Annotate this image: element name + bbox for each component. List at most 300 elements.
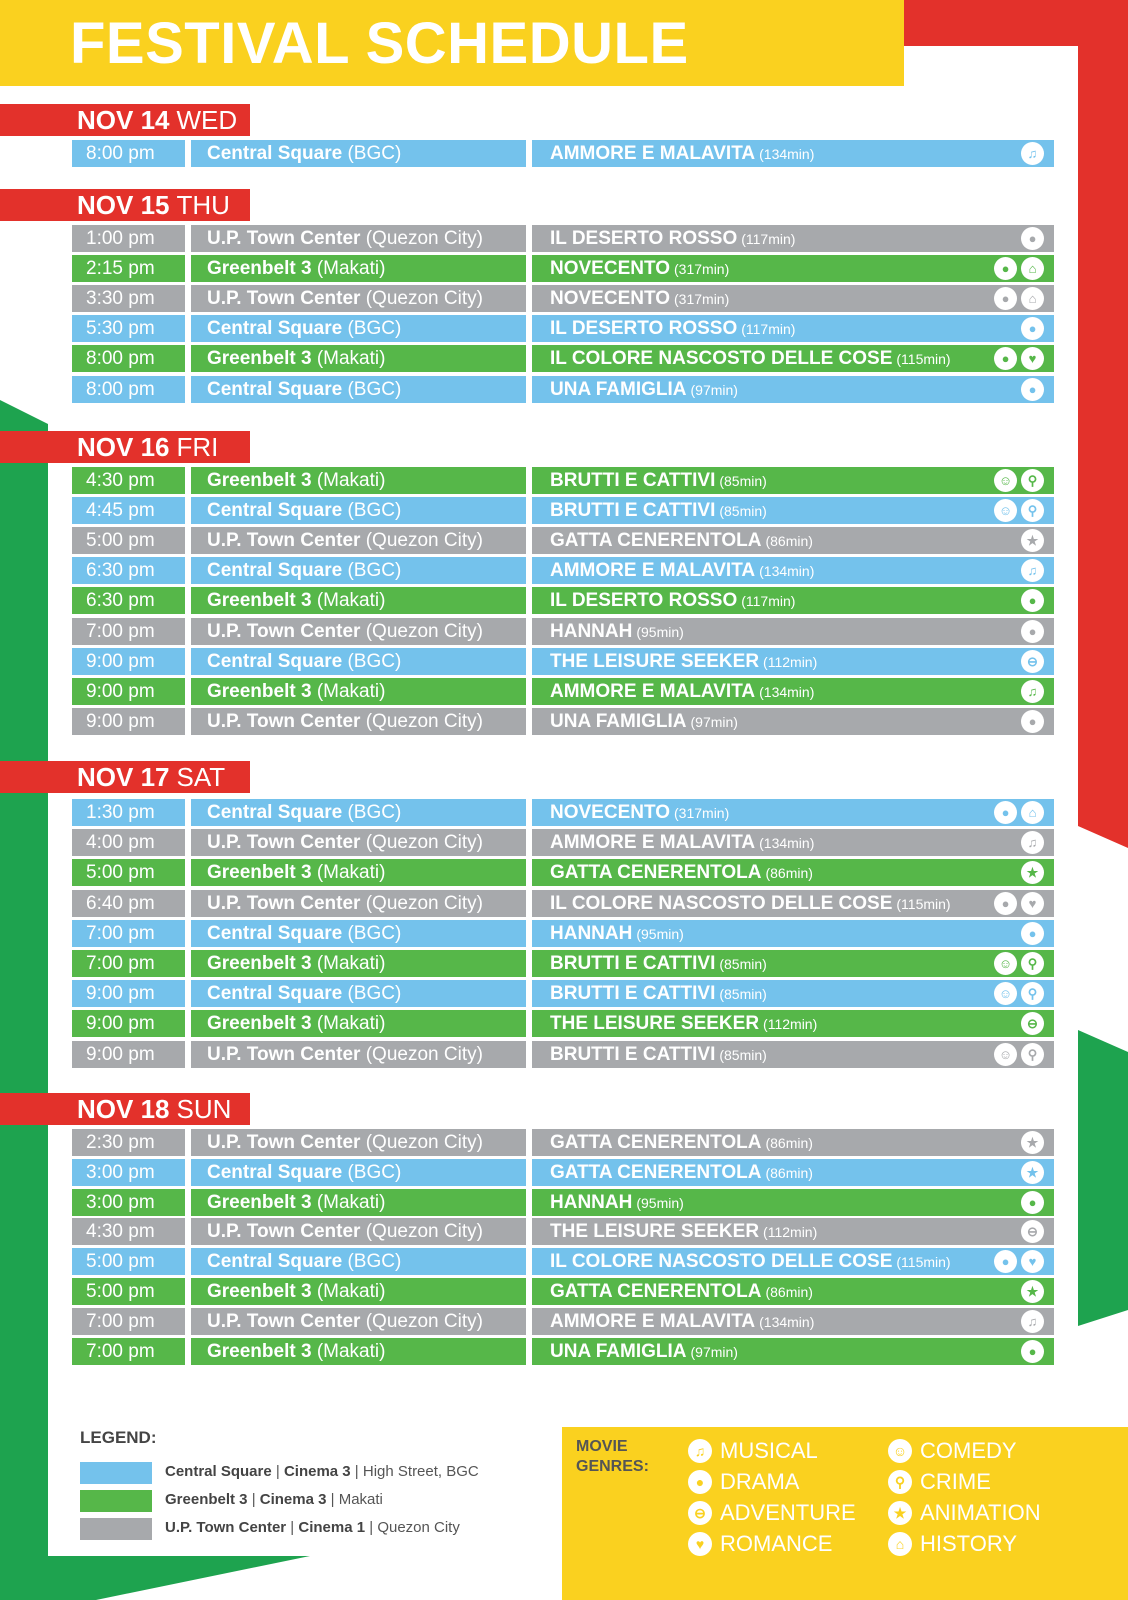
venue-name: U.P. Town Center [207,893,361,914]
genre-icons [1021,1310,1044,1333]
legend-location: High Street, BGC [362,1463,479,1480]
venue-location: (BGC) [347,500,402,521]
screening-venue [191,950,526,977]
screening-venue [191,1278,526,1305]
screening-venue [191,1010,526,1037]
legend-separator: | [365,1519,378,1536]
genre-label: HISTORY [920,1531,1017,1556]
screening-film [532,1308,1054,1335]
day-weekday: WED [176,105,238,135]
music-note-icon: ♫ [688,1439,712,1463]
smiley-icon: ☺ [994,952,1017,975]
genre-icons [1021,861,1044,884]
screening-film [532,1041,1054,1068]
venue-location: (BGC) [347,1251,402,1272]
drop-icon: ● [1021,1340,1044,1363]
screening-film [532,799,1054,826]
film-title: UNA FAMIGLIA [550,379,687,400]
venue-location: (Quezon City) [365,1044,483,1065]
screening-film [532,527,1054,554]
screening-time: 5:00 pm [72,859,185,886]
screening-venue [191,1189,526,1216]
venue-location: (Makati) [316,1341,386,1362]
film-duration: (85min) [719,503,767,519]
genre-label: DRAMA [720,1469,800,1494]
page-title: FESTIVAL SCHEDULE [70,11,689,76]
music-note-icon: ♫ [1021,680,1044,703]
screening-film [532,557,1054,584]
day-date: NOV 14 [77,105,170,135]
music-note-icon: ♫ [1021,142,1044,165]
screening-row[interactable] [72,708,1054,735]
screening-time: 8:00 pm [72,140,185,167]
screening-film [532,587,1054,614]
venue-location: (Quezon City) [365,228,483,249]
drop-icon: ● [1021,922,1044,945]
film-title: AMMORE E MALAVITA [550,143,756,164]
day-weekday: SUN [176,1094,232,1124]
venue-name: Greenbelt 3 [207,590,312,611]
genre-icons [994,469,1044,492]
screening-row[interactable] [72,799,1054,826]
film-duration: (112min) [763,1224,818,1240]
legend-text [165,1491,383,1508]
venue-name: U.P. Town Center [207,1132,361,1153]
venue-name: Greenbelt 3 [207,953,312,974]
magnifier-icon: ⚲ [888,1470,912,1494]
venue-location: (BGC) [347,923,402,944]
film-duration: (317min) [674,291,730,307]
genre-label: CRIME [920,1469,991,1494]
genre-icons [1021,559,1044,582]
screening-row[interactable] [72,140,1054,167]
venue-location: (Makati) [316,470,386,491]
film-duration: (115min) [896,351,951,367]
screening-time: 9:00 pm [72,648,185,675]
film-title: GATTA CENERENTOLA [550,1132,762,1153]
drop-icon: ● [1021,1191,1044,1214]
film-duration: (97min) [690,714,738,730]
screening-row[interactable] [72,497,1054,524]
magnifier-icon: ⚲ [1021,499,1044,522]
venue-name: Greenbelt 3 [207,1281,312,1302]
day-date: NOV 15 [77,190,170,220]
screening-row[interactable] [72,920,1054,947]
compass-icon: ⊖ [1021,1220,1044,1243]
museum-icon: ⌂ [1021,257,1044,280]
screening-film [532,980,1054,1007]
screening-time: 2:15 pm [72,255,185,282]
film-duration: (85min) [719,1047,767,1063]
screening-film [532,829,1054,856]
day-weekday: FRI [176,432,219,462]
legend-separator: | [326,1491,339,1508]
genre-icons [1021,1131,1044,1154]
venue-location: (Quezon City) [365,893,483,914]
screening-row[interactable] [72,1159,1054,1186]
screening-venue [191,315,526,342]
legend-title: LEGEND: [80,1428,157,1447]
screening-row[interactable] [72,1248,1054,1275]
genre-icons [1021,227,1044,250]
screening-row[interactable] [72,1338,1054,1365]
screening-time: 7:00 pm [72,1338,185,1365]
drop-icon: ● [994,892,1017,915]
magnifier-icon: ⚲ [1021,469,1044,492]
venue-location: (Makati) [316,258,386,279]
day-weekday: SAT [176,762,226,792]
genre-icons [994,499,1044,522]
screening-film [532,1248,1054,1275]
venue-location: (BGC) [347,318,402,339]
legend-separator: | [271,1463,284,1480]
screening-row[interactable] [72,1218,1054,1245]
screening-row[interactable] [72,376,1054,403]
screening-row[interactable] [72,859,1054,886]
venue-location: (Quezon City) [365,1221,483,1242]
venue-name: U.P. Town Center [207,1044,361,1065]
star-icon: ★ [1021,1280,1044,1303]
legend-text [165,1519,460,1536]
screening-venue [191,285,526,312]
screening-time: 9:00 pm [72,980,185,1007]
drop-icon: ● [1021,620,1044,643]
film-title: AMMORE E MALAVITA [550,681,756,702]
film-duration: (117min) [741,593,796,609]
legend-location: Quezon City [377,1519,460,1536]
film-title: IL DESERTO ROSSO [550,318,738,339]
screening-row[interactable] [72,557,1054,584]
screening-row[interactable] [72,527,1054,554]
venue-location: (Quezon City) [365,1311,483,1332]
legend-item [80,1518,550,1540]
venue-location: (BGC) [347,560,402,581]
film-title: NOVECENTO [550,258,671,279]
smiley-icon: ☺ [994,1043,1017,1066]
screening-venue [191,255,526,282]
screening-row[interactable] [72,285,1054,312]
heart-icon: ♥ [1021,892,1044,915]
screening-row[interactable] [72,1010,1054,1037]
genre-icons [1021,710,1044,733]
heart-icon: ♥ [1021,1250,1044,1273]
film-title: HANNAH [550,923,633,944]
venue-location: (Makati) [316,1013,386,1034]
screening-time: 5:00 pm [72,1278,185,1305]
film-title: BRUTTI E CATTIVI [550,470,716,491]
day-header [0,104,250,136]
day-header [0,761,250,793]
legend-separator: | [247,1491,260,1508]
screening-row[interactable] [72,678,1054,705]
film-duration: (86min) [765,533,813,549]
venue-name: Central Square [207,1251,343,1272]
venue-legend [78,1428,548,1558]
venue-location: (Makati) [316,1281,386,1302]
screening-row[interactable] [72,890,1054,917]
drop-icon: ● [994,801,1017,824]
venue-location: (Makati) [316,1192,386,1213]
screening-film [532,255,1054,282]
heart-icon: ♥ [1021,347,1044,370]
title-banner [0,0,904,86]
film-duration: (85min) [719,956,767,972]
screening-row[interactable] [72,648,1054,675]
screening-row[interactable] [72,587,1054,614]
screening-time: 4:45 pm [72,497,185,524]
screening-film [532,618,1054,645]
screening-venue [191,587,526,614]
screening-row[interactable] [72,315,1054,342]
genre-icons [1021,1012,1044,1035]
film-title: NOVECENTO [550,802,671,823]
screening-venue [191,557,526,584]
screening-time: 1:00 pm [72,225,185,252]
film-duration: (95min) [636,624,684,640]
venue-location: (Quezon City) [365,832,483,853]
genres-panel [562,1427,1128,1600]
screening-row[interactable] [72,829,1054,856]
genre-icons [1021,1280,1044,1303]
film-title: AMMORE E MALAVITA [550,832,756,853]
genre-icons [1021,378,1044,401]
genre-icons [1021,317,1044,340]
venue-name: U.P. Town Center [207,621,361,642]
drop-icon: ● [994,1250,1017,1273]
film-title: IL COLORE NASCOSTO DELLE COSE [550,893,893,914]
screening-venue [191,920,526,947]
film-duration: (97min) [690,382,738,398]
genre-icons [994,892,1044,915]
genre-icons [994,982,1044,1005]
venue-name: Central Square [207,923,343,944]
star-icon: ★ [1021,529,1044,552]
legend-swatch [80,1518,152,1540]
film-duration: (97min) [690,1344,738,1360]
film-title: NOVECENTO [550,288,671,309]
genre-icons [994,1250,1044,1273]
drop-icon: ● [1021,227,1044,250]
day-date: NOV 18 [77,1094,170,1124]
screening-film [532,950,1054,977]
screening-row[interactable] [72,225,1054,252]
day-header [0,189,250,221]
venue-name: U.P. Town Center [207,1311,361,1332]
day-date: NOV 16 [77,432,170,462]
screening-row[interactable] [72,255,1054,282]
venue-location: (BGC) [347,143,402,164]
screening-row[interactable] [72,618,1054,645]
legend-cinema: Cinema 1 [298,1519,366,1536]
film-title: THE LEISURE SEEKER [550,1013,760,1034]
film-duration: (134min) [759,835,815,851]
heart-icon: ♥ [688,1532,712,1556]
museum-icon: ⌂ [888,1532,912,1556]
venue-location: (Makati) [316,953,386,974]
drop-icon: ● [1021,710,1044,733]
film-duration: (86min) [765,1135,813,1151]
screening-venue [191,1041,526,1068]
venue-name: U.P. Town Center [207,530,361,551]
screening-venue [191,225,526,252]
star-icon: ★ [1021,1161,1044,1184]
film-title: BRUTTI E CATTIVI [550,953,716,974]
screening-film [532,1278,1054,1305]
film-duration: (112min) [763,1016,818,1032]
star-icon: ★ [1021,1131,1044,1154]
smiley-icon: ☺ [994,982,1017,1005]
screening-row[interactable] [72,345,1054,372]
screening-time: 3:00 pm [72,1189,185,1216]
screening-row[interactable] [72,1041,1054,1068]
venue-name: Central Square [207,143,343,164]
genre-label: COMEDY [920,1438,1017,1463]
venue-location: (Quezon City) [365,621,483,642]
film-duration: (317min) [674,805,730,821]
genre-icons [1021,142,1044,165]
screening-venue [191,618,526,645]
drop-icon: ● [688,1470,712,1494]
music-note-icon: ♫ [1021,831,1044,854]
screening-venue [191,859,526,886]
screening-venue [191,708,526,735]
smiley-icon: ☺ [994,469,1017,492]
screening-time: 9:00 pm [72,1010,185,1037]
screening-time: 6:40 pm [72,890,185,917]
venue-name: Central Square [207,560,343,581]
screening-venue [191,648,526,675]
film-title: HANNAH [550,621,633,642]
venue-name: Central Square [207,983,343,1004]
drop-icon: ● [1021,589,1044,612]
green-stripe-right [1078,1030,1128,1326]
genre-icons [1021,1191,1044,1214]
screening-row[interactable] [72,1129,1054,1156]
screening-film [532,648,1054,675]
film-duration: (115min) [896,896,951,912]
screening-venue [191,527,526,554]
genre-icons [1021,680,1044,703]
screening-film [532,376,1054,403]
venue-name: Greenbelt 3 [207,862,312,883]
screening-venue [191,678,526,705]
screening-row[interactable] [72,1278,1054,1305]
screening-film [532,497,1054,524]
film-title: BRUTTI E CATTIVI [550,983,716,1004]
film-duration: (86min) [765,1284,813,1300]
screening-time: 4:00 pm [72,829,185,856]
screening-time: 9:00 pm [72,708,185,735]
genre-icons [994,801,1044,824]
screening-film [532,467,1054,494]
film-duration: (115min) [896,1254,951,1270]
genres-title [576,1437,666,1477]
screening-row[interactable] [72,950,1054,977]
screening-row[interactable] [72,980,1054,1007]
film-title: UNA FAMIGLIA [550,711,687,732]
film-title: GATTA CENERENTOLA [550,1162,762,1183]
screening-film [532,1129,1054,1156]
venue-name: Central Square [207,802,343,823]
screening-venue [191,890,526,917]
star-icon: ★ [1021,861,1044,884]
venue-location: (Quezon City) [365,288,483,309]
screening-film [532,315,1054,342]
screening-film [532,1189,1054,1216]
genres-title-line1: MOVIE [576,1438,628,1455]
day-date: NOV 17 [77,762,170,792]
venue-location: (Makati) [316,862,386,883]
genre-icons [1021,1161,1044,1184]
venue-location: (Quezon City) [365,1132,483,1153]
film-duration: (85min) [719,986,767,1002]
film-duration: (134min) [759,684,815,700]
film-duration: (117min) [741,321,796,337]
drop-icon: ● [994,257,1017,280]
film-title: AMMORE E MALAVITA [550,560,756,581]
film-title: GATTA CENERENTOLA [550,530,762,551]
screening-time: 3:00 pm [72,1159,185,1186]
genre-icons [1021,922,1044,945]
venue-name: Greenbelt 3 [207,1192,312,1213]
drop-icon: ● [994,287,1017,310]
film-duration: (117min) [741,231,796,247]
film-title: AMMORE E MALAVITA [550,1311,756,1332]
venue-location: (BGC) [347,651,402,672]
compass-icon: ⊖ [1021,650,1044,673]
legend-item [80,1462,550,1484]
screening-film [532,1218,1054,1245]
legend-venue: Central Square [165,1463,272,1480]
day-header [0,431,250,463]
venue-name: Greenbelt 3 [207,470,312,491]
screening-time: 5:00 pm [72,527,185,554]
magnifier-icon: ⚲ [1021,982,1044,1005]
screening-row[interactable] [72,467,1054,494]
screening-film [532,859,1054,886]
screening-film [532,1010,1054,1037]
film-duration: (95min) [636,926,684,942]
museum-icon: ⌂ [1021,287,1044,310]
film-title: IL COLORE NASCOSTO DELLE COSE [550,1251,893,1272]
venue-location: (BGC) [347,379,402,400]
venue-name: U.P. Town Center [207,711,361,732]
genre-icons [1021,529,1044,552]
screening-row[interactable] [72,1308,1054,1335]
venue-name: Greenbelt 3 [207,1341,312,1362]
legend-text [165,1463,479,1480]
legend-swatch [80,1462,152,1484]
film-title: IL COLORE NASCOSTO DELLE COSE [550,348,893,369]
genre-icons [1021,650,1044,673]
screening-time: 5:00 pm [72,1248,185,1275]
screening-row[interactable] [72,1189,1054,1216]
venue-location: (Makati) [316,348,386,369]
screening-time: 2:30 pm [72,1129,185,1156]
legend-location: Makati [338,1491,383,1508]
legend-item [80,1490,550,1512]
film-title: UNA FAMIGLIA [550,1341,687,1362]
venue-name: Central Square [207,1162,343,1183]
day-weekday: THU [176,190,230,220]
film-title: THE LEISURE SEEKER [550,651,760,672]
venue-name: Greenbelt 3 [207,258,312,279]
legend-swatch [80,1490,152,1512]
genre-icons [1021,1220,1044,1243]
film-duration: (85min) [719,473,767,489]
screening-time: 1:30 pm [72,799,185,826]
genre-icons [994,257,1044,280]
